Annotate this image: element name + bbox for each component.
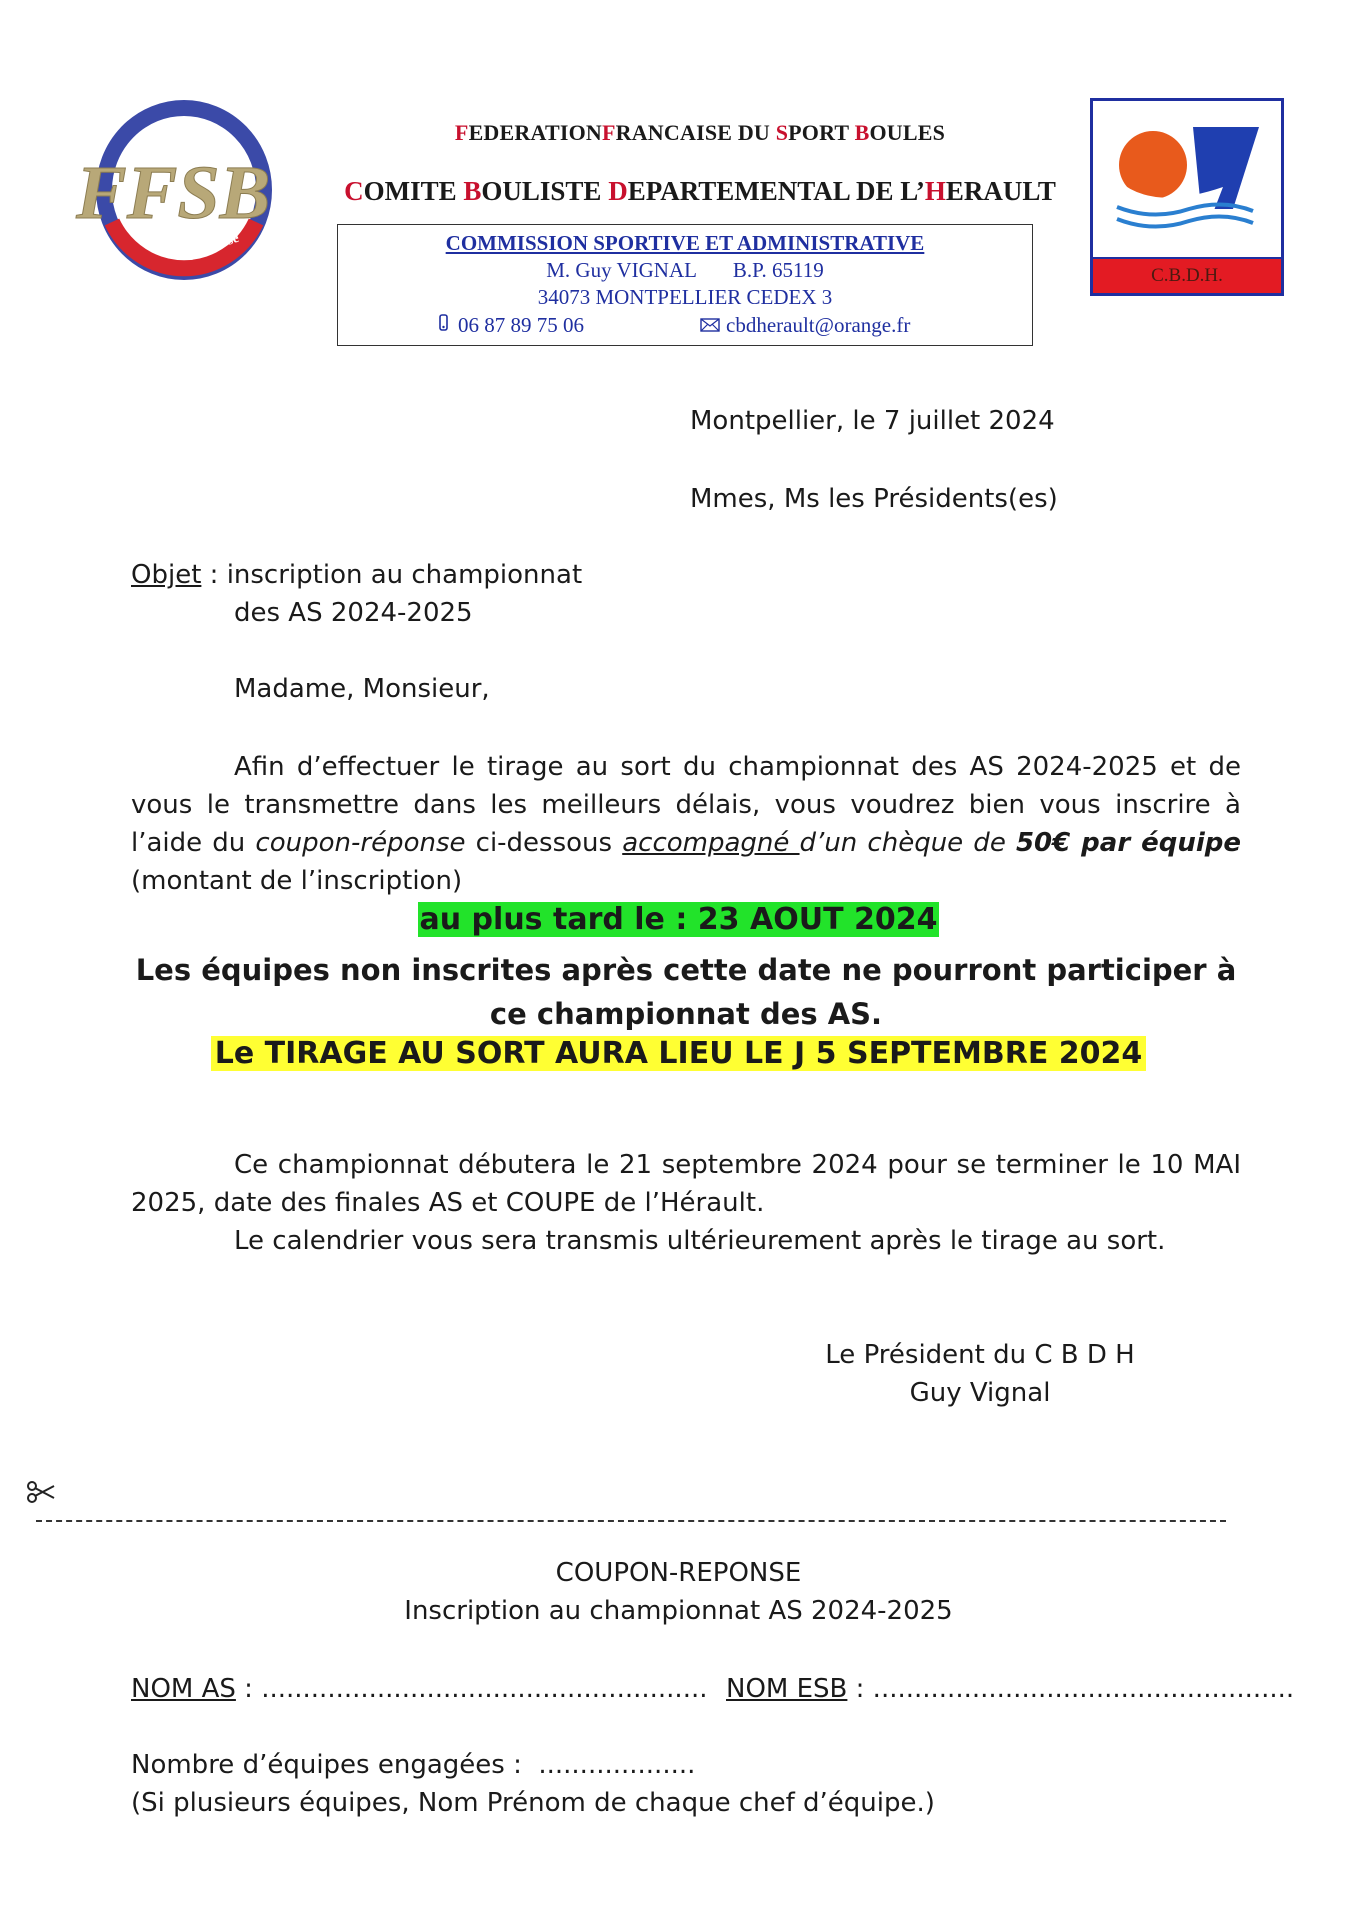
team-captains-note: (Si plusieurs équipes, Nom Prénom de chaque chef d’équipe.): [131, 1788, 935, 1818]
logo-top-text: Boule: [156, 123, 197, 150]
deadline-highlight: au plus tard le : 23 AOUT 2024: [419, 902, 938, 937]
commission-contact-name: M. Guy VIGNAL B.P. 65119: [546, 258, 824, 282]
accompagne-emphasis: accompagné: [622, 828, 800, 858]
subject-line: Objet : inscription au championnat: [131, 560, 583, 590]
email-address[interactable]: cbdherault@orange.fr: [726, 313, 911, 337]
draw-date-highlight: Le TIRAGE AU SORT AURA LIEU LE J 5 SEPTEMBRE 2024: [211, 1036, 1147, 1071]
nom-esb-field: [726, 1670, 1294, 1708]
late-registration-warning: Les équipes non inscrites après cette date ne pourront participer à ce championnat des AS.: [135, 953, 1237, 1031]
nom-esb-label: NOM ESB: [726, 1674, 848, 1704]
coupon-subtitle: Inscription au championnat AS 2024-2025: [404, 1596, 953, 1626]
nom-as-label: NOM AS: [131, 1674, 236, 1704]
envelope-icon: [700, 313, 720, 338]
paragraph-schedule: Ce championnat débutera le 21 septembre 2024 pour se terminer le 10 MAI 2025, date des finales AS et COUPE de l’Hérault.: [131, 1150, 1241, 1218]
subject-text-1: inscription au championnat: [226, 560, 583, 590]
coupon-title: COUPON-REPONSE: [555, 1558, 802, 1588]
salutation: Madame, Monsieur,: [234, 674, 490, 704]
federation-title: FEDERATIONFRANCAISE DU SPORT BOULES: [454, 120, 946, 145]
signature-name: Guy Vignal: [909, 1378, 1051, 1408]
cut-line-divider: [36, 1520, 1226, 1522]
nom-esb-blank: : ...................................................: [847, 1674, 1295, 1704]
logo-bottom-text: Lyonnaise: [178, 230, 241, 264]
scissors-icon: [26, 1478, 56, 1512]
signature-title: Le Président du C B D H: [825, 1340, 1135, 1370]
subject-text-2: des AS 2024-2025: [234, 598, 473, 628]
commission-contact-box: [337, 224, 1033, 346]
commission-title: COMMISSION SPORTIVE ET ADMINISTRATIVE: [445, 231, 925, 255]
letter-date: Montpellier, le 7 juillet 2024: [690, 406, 1055, 436]
phone-icon: [438, 313, 450, 338]
email-contact: [700, 313, 910, 338]
coupon-reference: coupon-réponse: [255, 828, 466, 858]
phone-contact: [438, 313, 584, 338]
nom-as-field: [131, 1670, 708, 1708]
paragraph-registration: Afin d’effectuer le tirage au sort du championnat des AS 2024-2025 et de vous le transmettre dans les meilleurs délais, vous voudrez bien vous inscrire à l’aide du coupon-réponse ci-dessous accompagné d’un chèque de 50€ par équipe (montant de l’inscription): [131, 752, 1241, 896]
nom-as-blank: : ......................................................: [235, 1674, 708, 1704]
team-count-field: Nombre d’équipes engagées : ...................: [131, 1750, 696, 1780]
letter-recipients: Mmes, Ms les Présidents(es): [690, 484, 1058, 514]
commission-address: 34073 MONTPELLIER CEDEX 3: [537, 285, 833, 309]
cbdh-label: C.B.D.H.: [1093, 257, 1281, 293]
draw-date-notice: [0, 1036, 1357, 1071]
logo-letters: FFSB: [76, 151, 271, 235]
ffsb-logo: [72, 100, 290, 280]
cbdh-logo: [1090, 98, 1284, 296]
deadline-notice: [0, 902, 1357, 937]
paragraph-calendar: Le calendrier vous sera transmis ultérieurement après le tirage au sort.: [234, 1226, 1166, 1256]
subject-label: Objet: [131, 560, 202, 590]
fee-amount: 50€ par équipe: [1015, 828, 1241, 858]
comite-title: COMITE BOULISTE DEPARTEMENTAL DE L’HERAULT: [344, 176, 1056, 206]
phone-number: 06 87 89 75 06: [458, 313, 584, 337]
